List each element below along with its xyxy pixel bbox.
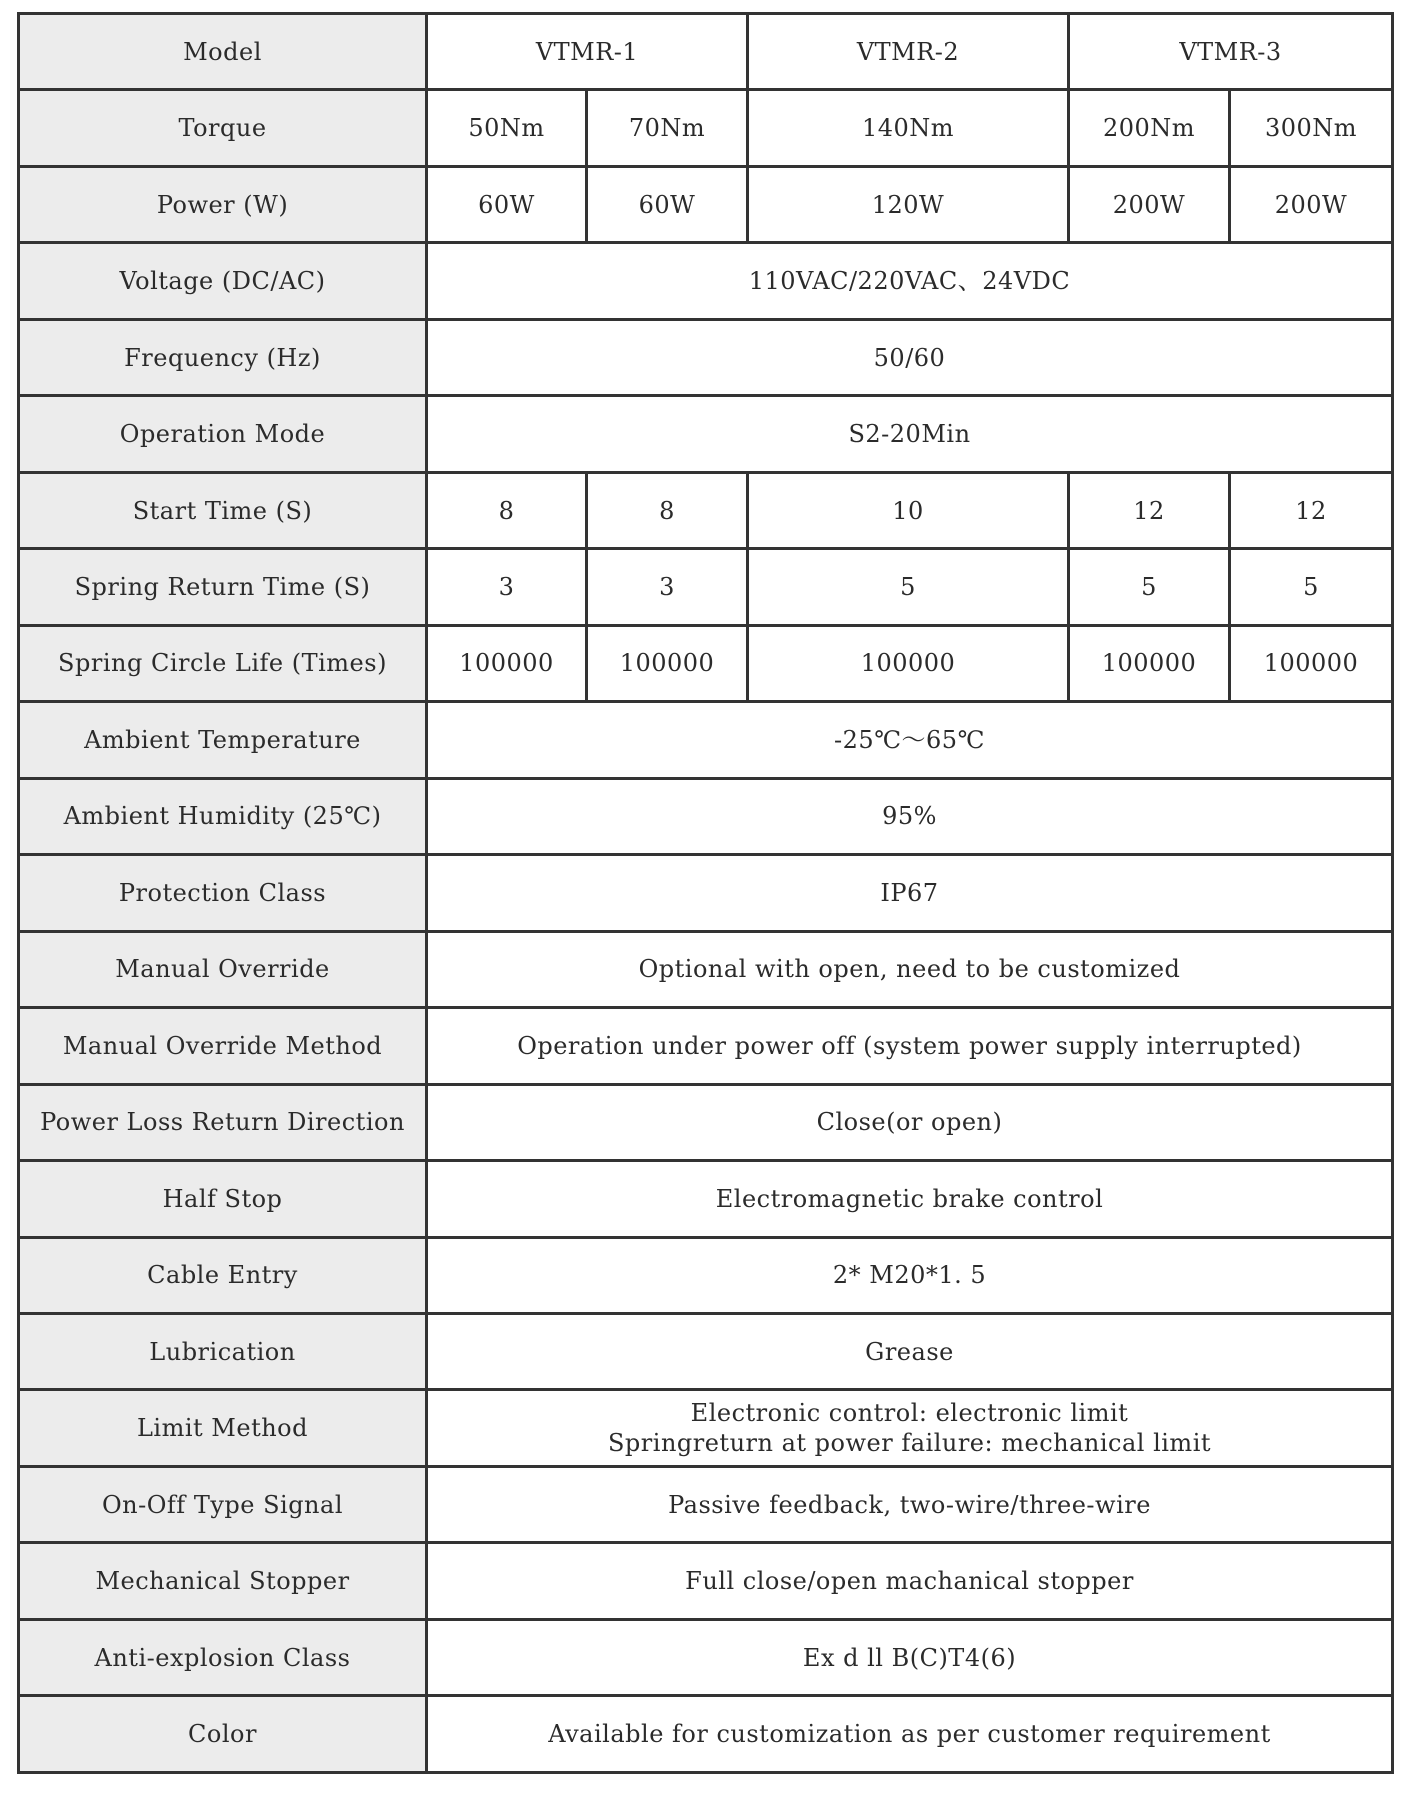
table-row xyxy=(19,1390,1393,1466)
value-cell: 8 xyxy=(587,472,748,548)
table-row xyxy=(19,243,1393,319)
limit-method-line: Springreturn at power failure: mechanical limit xyxy=(607,1429,1212,1458)
value-cell: 8 xyxy=(427,472,587,548)
row-label-ambient-temperature: Ambient Temperature xyxy=(19,702,427,778)
table-row xyxy=(19,1466,1393,1542)
value-cell: S2-20Min xyxy=(427,396,1393,472)
table-row xyxy=(19,1619,1393,1695)
row-label-model: Model xyxy=(19,14,427,90)
value-cell: 100000 xyxy=(587,625,748,701)
table-row xyxy=(19,1084,1393,1160)
table-row xyxy=(19,319,1393,395)
row-label-mechanical-stopper: Mechanical Stopper xyxy=(19,1543,427,1619)
table-row xyxy=(19,1237,1393,1313)
limit-method-line: Electronic control: electronic limit xyxy=(690,1399,1129,1428)
value-cell: 12 xyxy=(1230,472,1393,548)
row-label-spring-return-time-s: Spring Return Time (S) xyxy=(19,549,427,625)
value-cell: 5 xyxy=(1230,549,1393,625)
value-cell: 200Nm xyxy=(1069,90,1230,166)
row-label-power-w: Power (W) xyxy=(19,166,427,242)
value-cell: 12 xyxy=(1069,472,1230,548)
table-row xyxy=(19,549,1393,625)
row-label-torque: Torque xyxy=(19,90,427,166)
value-cell-multiline xyxy=(427,1390,1393,1466)
table-row xyxy=(19,1313,1393,1389)
table-row xyxy=(19,1008,1393,1084)
row-label-lubrication: Lubrication xyxy=(19,1313,427,1389)
row-label-limit-method: Limit Method xyxy=(19,1390,427,1466)
row-label-manual-override: Manual Override xyxy=(19,931,427,1007)
value-cell: 50Nm xyxy=(427,90,587,166)
value-cell: 100000 xyxy=(427,625,587,701)
row-label-spring-circle-life-times: Spring Circle Life (Times) xyxy=(19,625,427,701)
row-label-half-stop: Half Stop xyxy=(19,1161,427,1237)
table-row xyxy=(19,1543,1393,1619)
spec-table xyxy=(17,12,1394,1774)
table-row xyxy=(19,166,1393,242)
table-row xyxy=(19,1696,1393,1773)
value-cell: 300Nm xyxy=(1230,90,1393,166)
value-cell: 10 xyxy=(748,472,1069,548)
value-cell: 200W xyxy=(1230,166,1393,242)
table-row xyxy=(19,396,1393,472)
row-label-power-loss-return-direction: Power Loss Return Direction xyxy=(19,1084,427,1160)
row-label-cable-entry: Cable Entry xyxy=(19,1237,427,1313)
header-row xyxy=(19,14,1393,90)
value-cell: 60W xyxy=(587,166,748,242)
table-row xyxy=(19,702,1393,778)
value-cell: Grease xyxy=(427,1313,1393,1389)
table-row xyxy=(19,855,1393,931)
value-cell: 60W xyxy=(427,166,587,242)
row-label-color: Color xyxy=(19,1696,427,1773)
row-label-voltage-dc-ac: Voltage (DC/AC) xyxy=(19,243,427,319)
value-cell: Optional with open, need to be customized xyxy=(427,931,1393,1007)
value-cell: Available for customization as per customer requirement xyxy=(427,1696,1393,1773)
table-row xyxy=(19,90,1393,166)
model-vtmr-3: VTMR-3 xyxy=(1069,14,1393,90)
value-cell: 100000 xyxy=(1069,625,1230,701)
value-cell: 100000 xyxy=(748,625,1069,701)
value-cell: 5 xyxy=(748,549,1069,625)
value-cell: Close(or open) xyxy=(427,1084,1393,1160)
row-label-protection-class: Protection Class xyxy=(19,855,427,931)
table-row xyxy=(19,472,1393,548)
table-row xyxy=(19,778,1393,854)
value-cell: 110VAC/220VAC、24VDC xyxy=(427,243,1393,319)
value-cell: 5 xyxy=(1069,549,1230,625)
row-label-manual-override-method: Manual Override Method xyxy=(19,1008,427,1084)
value-cell: -25℃～65℃ xyxy=(427,702,1393,778)
value-cell: IP67 xyxy=(427,855,1393,931)
value-cell: 120W xyxy=(748,166,1069,242)
value-cell: Passive feedback, two-wire/three-wire xyxy=(427,1466,1393,1542)
value-cell: 50/60 xyxy=(427,319,1393,395)
value-cell: Electromagnetic brake control xyxy=(427,1161,1393,1237)
row-label-start-time-s: Start Time (S) xyxy=(19,472,427,548)
row-label-anti-explosion-class: Anti-explosion Class xyxy=(19,1619,427,1695)
table-row xyxy=(19,625,1393,701)
value-cell: 100000 xyxy=(1230,625,1393,701)
value-cell: 95% xyxy=(427,778,1393,854)
value-cell: 70Nm xyxy=(587,90,748,166)
value-cell: Operation under power off (system power supply interrupted) xyxy=(427,1008,1393,1084)
row-label-operation-mode: Operation Mode xyxy=(19,396,427,472)
row-label-ambient-humidity-25: Ambient Humidity (25℃) xyxy=(19,778,427,854)
value-cell: 2* M20*1. 5 xyxy=(427,1237,1393,1313)
value-cell: Ex d ll B(C)T4(6) xyxy=(427,1619,1393,1695)
table-row xyxy=(19,1161,1393,1237)
value-cell: Full close/open machanical stopper xyxy=(427,1543,1393,1619)
value-cell: 3 xyxy=(587,549,748,625)
value-cell: 140Nm xyxy=(748,90,1069,166)
row-label-on-off-type-signal: On-Off Type Signal xyxy=(19,1466,427,1542)
table-row xyxy=(19,931,1393,1007)
model-vtmr-2: VTMR-2 xyxy=(748,14,1069,90)
value-cell: 200W xyxy=(1069,166,1230,242)
value-cell: 3 xyxy=(427,549,587,625)
model-vtmr-1: VTMR-1 xyxy=(427,14,748,90)
row-label-frequency-hz: Frequency (Hz) xyxy=(19,319,427,395)
